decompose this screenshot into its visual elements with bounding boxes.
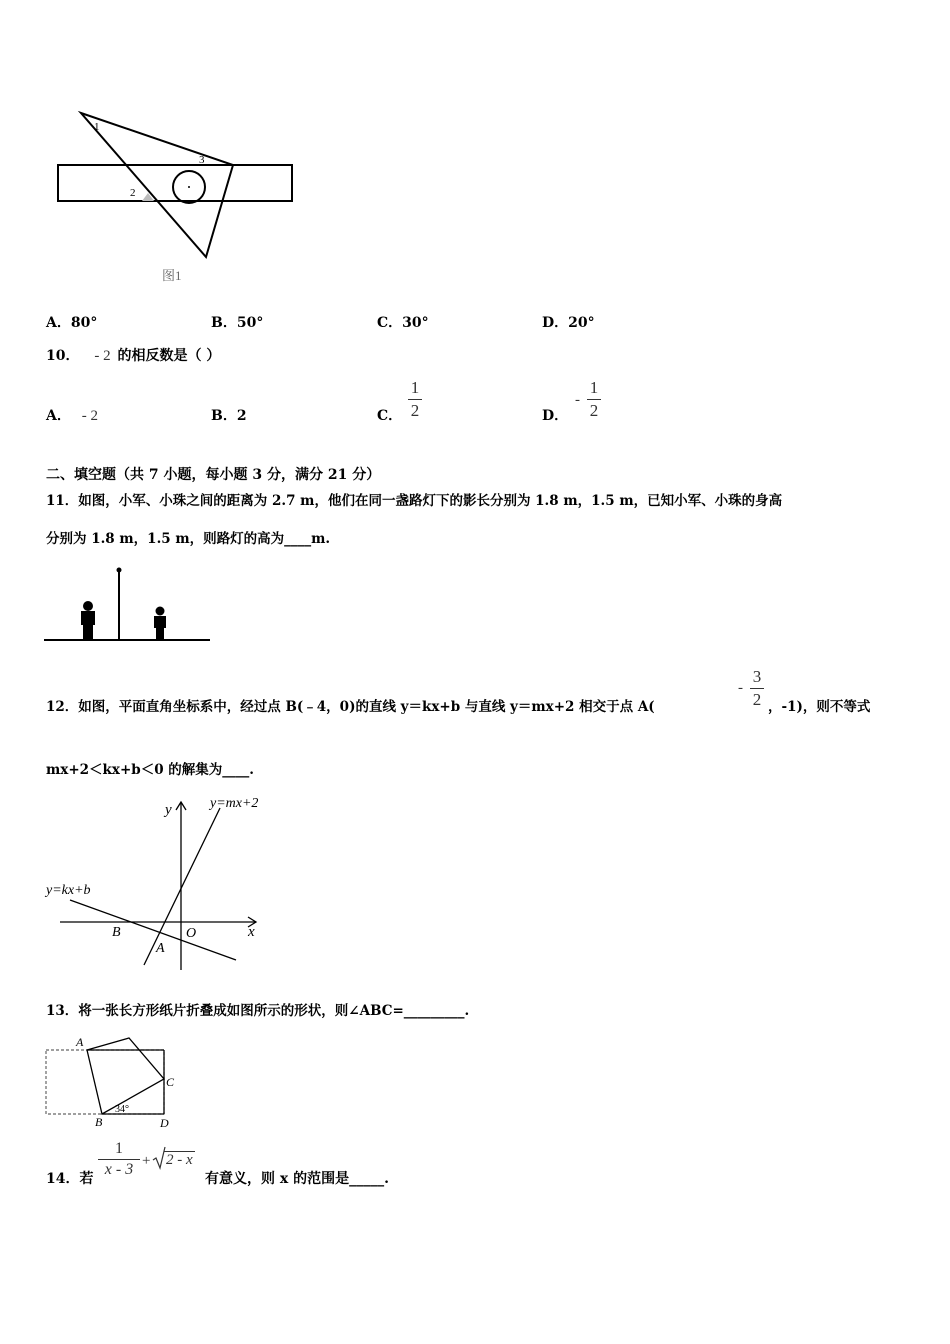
x-axis-label: x (248, 924, 255, 940)
figure-caption: 图1 (162, 268, 182, 283)
q10-option-c-letter[interactable]: C． (377, 408, 403, 424)
figure-1 (50, 105, 300, 290)
angle-1-label: 1 (94, 121, 100, 133)
person-right (154, 607, 166, 641)
angle-2-label: 2 (130, 187, 136, 199)
q14-plus: + (142, 1153, 151, 1169)
point-d-label: D (160, 1116, 169, 1130)
q13-text: 13．将一张长方形纸片折叠成如图所示的形状，则∠ABC=_________. (46, 1003, 470, 1019)
point-o-label: O (186, 926, 197, 941)
q9-option-a[interactable]: A．80° (46, 315, 98, 331)
triangle (81, 113, 233, 257)
q10-option-d-letter[interactable]: D． (542, 408, 569, 424)
q10-option-d-sign: - (575, 392, 580, 408)
point-b-label: B (95, 1115, 103, 1129)
line-kx-label: y=kx+b (46, 883, 91, 898)
q13-folded-paper-figure (40, 1030, 180, 1130)
q12-frac-sign: - (738, 680, 743, 696)
q14-fraction: 1 x - 3 (98, 1140, 140, 1179)
q12-fraction: 3 2 (750, 667, 764, 710)
person-left (81, 601, 95, 640)
q10-option-c-fraction: 1 2 (408, 378, 422, 421)
section-heading: 二、填空题（共 7 小题，每小题 3 分，满分 21 分） (46, 467, 381, 483)
q12-coordinate-graph (40, 790, 280, 975)
q10-option-a[interactable]: A． - 2 (46, 408, 98, 424)
q9-option-c[interactable]: C．30° (377, 315, 429, 331)
q11-text-line1: 11．如图，小军、小珠之间的距离为 2.7 m，他们在同一盏路灯下的影长分别为 1.8 m，1.5 m，已知小军、小珠的身高 (46, 493, 783, 509)
q10-stem: 10． - 2 的相反数是（ ） (46, 348, 221, 364)
point-a-label: A (76, 1035, 84, 1049)
line-kx-plus-b (70, 900, 236, 960)
line-mx-label: y=mx+2 (210, 796, 259, 811)
q14-text-after: 有意义，则 x 的范围是_____. (205, 1171, 389, 1187)
q11-text-line2: 分别为 1.8 m，1.5 m，则路灯的高为____m. (46, 531, 331, 547)
q11-streetlight-figure (44, 565, 214, 647)
angle-3-label: 3 (199, 154, 205, 166)
q14-number: 14．若 (46, 1171, 94, 1187)
q12-text-before: 12．如图，平面直角坐标系中，经过点 B(﹣4，0)的直线 y＝kx+b 与直线 y＝mx+2 相交于点 A( (46, 699, 655, 715)
q12-text-after: ，-1)，则不等式 (768, 699, 871, 715)
q10-option-b[interactable]: B．2 (211, 408, 247, 424)
y-axis-label: y (165, 802, 172, 818)
q9-option-d[interactable]: D．20° (542, 315, 595, 331)
point-b-label: B (112, 925, 121, 940)
q10-option-d-fraction: 1 2 (587, 378, 601, 421)
q14-radicand: 2 - x (166, 1152, 193, 1168)
angle-34-label: 34° (115, 1104, 129, 1115)
q12-text-line2: mx+2＜kx+b＜0 的解集为____. (46, 762, 254, 778)
point-a-label: A (156, 941, 165, 956)
point-c-label: C (166, 1075, 175, 1089)
q9-option-b[interactable]: B．50° (211, 315, 264, 331)
